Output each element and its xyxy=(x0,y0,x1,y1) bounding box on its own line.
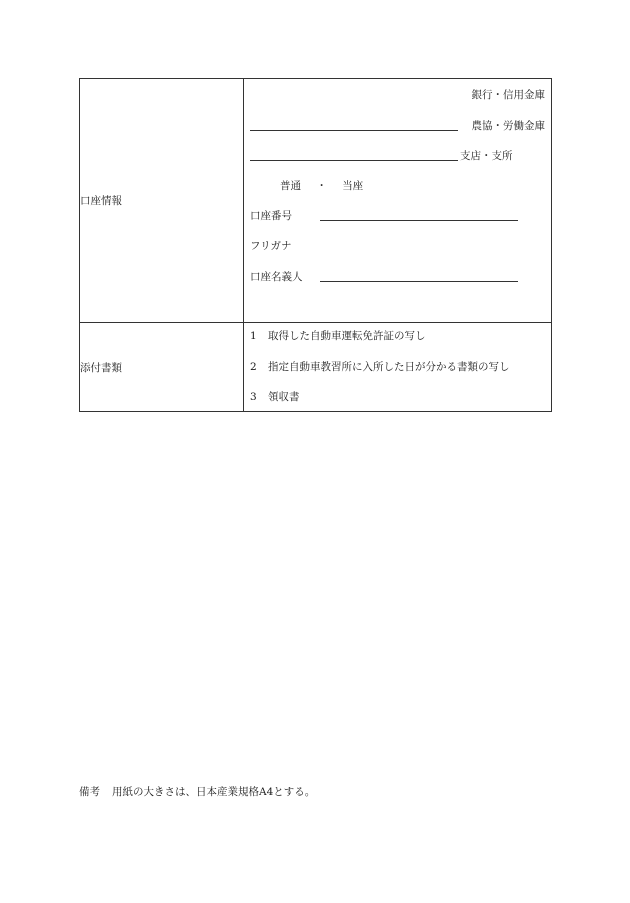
coop-line xyxy=(250,119,545,133)
attachment-item-number: 1 xyxy=(250,330,257,342)
account-number-line xyxy=(250,209,545,223)
furigana-line xyxy=(250,239,545,253)
attachment-item-number: 3 xyxy=(250,391,257,403)
remark-label: 備考 xyxy=(79,786,100,798)
remark-note xyxy=(79,785,315,799)
attachment-item-number: 2 xyxy=(250,361,257,373)
account-holder-blank xyxy=(320,281,518,282)
furigana-label: フリガナ xyxy=(250,240,292,252)
account-type-normal: 普通 xyxy=(280,180,301,192)
branch-suffix: 支店・支所 xyxy=(460,150,513,162)
attachment-content xyxy=(244,323,552,412)
account-number-label: 口座番号 xyxy=(250,210,292,222)
branch-name-blank xyxy=(250,160,458,161)
coop-suffix: 農協・労働金庫 xyxy=(471,120,545,132)
branch-line xyxy=(250,149,545,163)
attachment-item-text: 取得した自動車運転免許証の写し xyxy=(268,330,426,342)
account-info-content xyxy=(244,79,552,323)
bank-line xyxy=(250,88,545,102)
account-info-row xyxy=(80,79,552,323)
attachment-item xyxy=(250,329,426,343)
attachment-item xyxy=(250,360,510,374)
attachment-item xyxy=(250,390,300,404)
application-form-table xyxy=(79,78,552,412)
account-holder-line xyxy=(250,270,545,284)
account-type-separator: ・ xyxy=(316,180,327,192)
attachment-item-text: 指定自動車教習所に入所した日が分かる書類の写し xyxy=(268,361,510,373)
account-number-blank xyxy=(320,220,518,221)
attachment-row xyxy=(80,323,552,412)
remark-text: 用紙の大きさは、日本産業規格A4とする。 xyxy=(112,786,316,798)
attachment-item-text: 領収書 xyxy=(268,391,300,403)
account-holder-label: 口座名義人 xyxy=(250,271,303,283)
account-type-row xyxy=(280,179,363,193)
account-type-current: 当座 xyxy=(342,180,364,192)
coop-name-blank xyxy=(250,130,458,131)
bank-suffix: 銀行・信用金庫 xyxy=(471,89,545,101)
attachment-label: 添付書類 xyxy=(80,323,244,412)
account-info-label: 口座情報 xyxy=(80,79,244,323)
